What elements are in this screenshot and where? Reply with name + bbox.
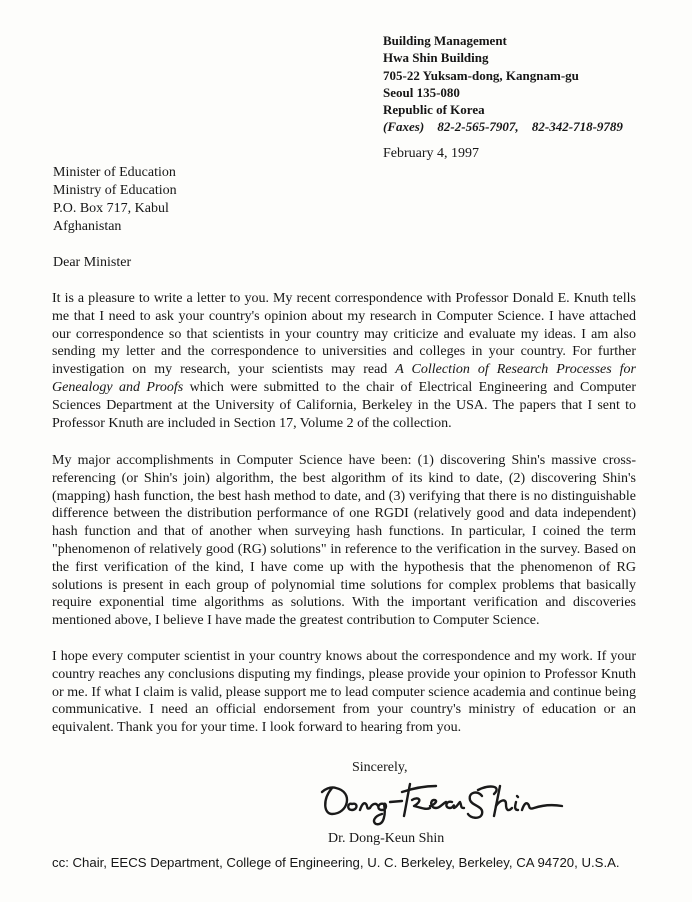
cc-line: cc: Chair, EECS Department, College of Engineering, U. C. Berkeley, Berkeley, CA 94720, U.S.A. [52,855,620,870]
body-paragraph-1 [52,290,636,432]
fax-line [383,118,623,135]
recipient-line: Ministry of Education [53,183,177,198]
signer-name: Dr. Dong-Keun Shin [328,831,445,846]
letter-date: February 4, 1997 [383,146,480,161]
sender-line: Seoul 135-080 [383,84,460,100]
recipient-address [53,164,177,236]
paragraph-text: It is a pleasure to write a letter to you. My recent correspondence with Professor Donald E. Knuth tells me that I need to ask your country's opinion about my research in Computer Science. I have attached our correspondence so that scientists in your country may criticize and evaluate my ideas. I am also sending my letter and the correspondence to universities and colleges in your country. For further investigation on my research, your scientists may read [52,291,636,378]
fax-number: 82-342-718-9789 [531,119,623,135]
recipient-line: Afghanistan [53,219,122,234]
sender-address [383,32,623,136]
closing: Sincerely, [352,760,408,775]
handwritten-signature [318,776,568,833]
recipient-line: P.O. Box 717, Kabul [53,201,169,216]
body-paragraph-2: My major accomplishments in Computer Science have been: (1) discovering Shin's massive cross-referencing (or Shin's join) algorithm, the best algorithm of its kind to date, (2) discovering Shin's (mapping) hash function, the best hash method to date, and (3) verifying that there is no distinguishable difference between the distribution performance of one RGDI (relatively good and data independent) hash function and that of another when surveying hash functions. In particular, I coined the term "phenomenon of relatively good (RG) solutions" in reference to the verification in the survey. Based on the first verification of the kind, I have come up with the hypothesis that the phenomenon of RG solutions is present in each group of polynomial time solutions for complex problems that basically require exponential time algorithms as solutions. With the important verification and discoveries mentioned above, I believe I have made the greatest contribution to Computer Science. [52,453,636,629]
fax-number: 82-2-565-7907, [437,119,519,135]
sender-line: 705-22 Yuksam-dong, Kangnam-gu [383,67,579,83]
signature-drawing [318,776,568,828]
body-paragraph-3: I hope every computer scientist in your country knows about the correspondence and my work. If your country reaches any conclusions disputing my findings, please provide your opinion to Professor Knuth or me. If what I claim is valid, please support me to lead computer science academia and continue being communicative. I need an official endorsement from your country's ministry of education or an equivalent. Thank you for your time. I look forward to hearing from you. [52,649,636,736]
sender-line: Building Management [383,33,507,48]
salutation: Dear Minister [53,255,132,270]
paragraph-text: which were submitted to the chair of Electrical Engineering and Computer Sciences Department at the University of California, Berkeley in the USA. The papers that I sent to Professor Knuth are included in Section 17, Volume 2 of the collection. [52,379,636,431]
fax-label: (Faxes) [383,119,425,135]
recipient-line: Minister of Education [53,165,176,180]
sender-line: Hwa Shin Building [383,50,489,66]
book-title: A Collection of Research Processes for Genealogy and Proofs [52,362,637,395]
sender-line: Republic of Korea [383,102,485,118]
